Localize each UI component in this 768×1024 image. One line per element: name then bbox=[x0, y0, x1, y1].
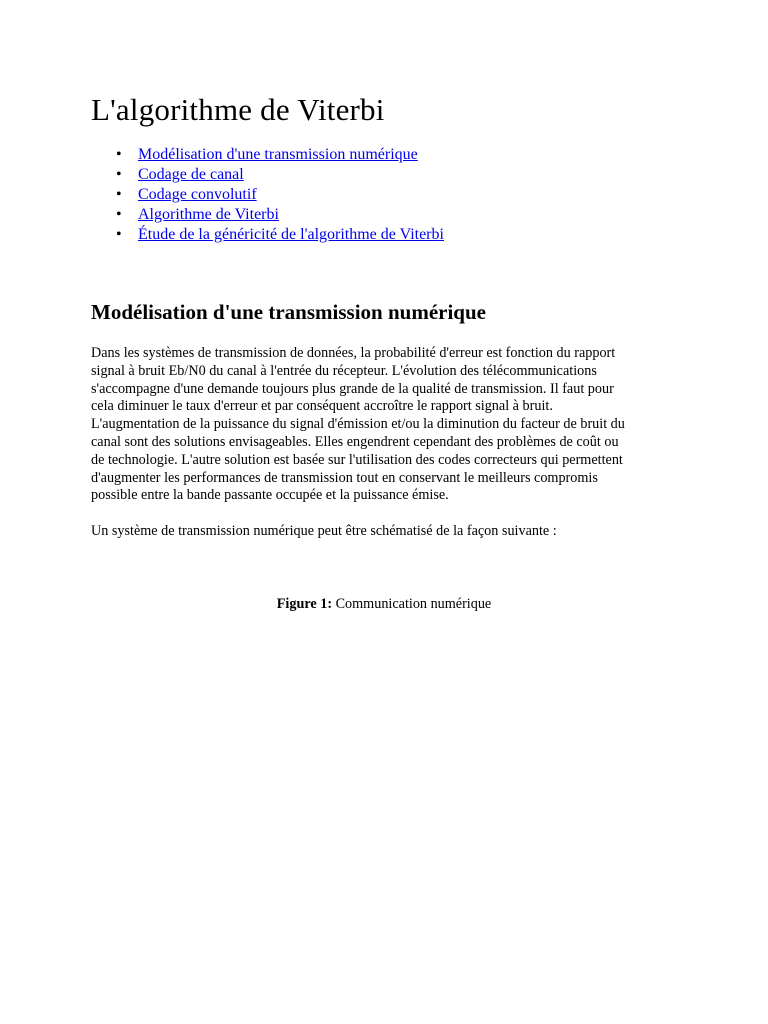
paragraph-line: signal à bruit Eb/N0 du canal à l'entrée du récepteur. L'évolution des télécommunications bbox=[91, 362, 597, 379]
toc-link-modelisation[interactable]: Modélisation d'une transmission numérique bbox=[138, 146, 418, 163]
toc-item bbox=[91, 225, 444, 245]
paragraph-line: de technologie. L'autre solution est basée sur l'utilisation des codes correcteurs qui permettent bbox=[91, 451, 623, 468]
paragraph-line: s'accompagne d'une demande toujours plus grande de la qualité de transmission. Il faut pour bbox=[91, 380, 614, 397]
bullet-icon: • bbox=[116, 226, 122, 243]
figure-caption bbox=[0, 595, 768, 613]
paragraph-line: possible entre la bande passante occupée et la puissance émise. bbox=[91, 487, 449, 504]
toc-item bbox=[91, 145, 444, 165]
paragraph-line: Dans les systèmes de transmission de données, la probabilité d'erreur est fonction du rapport bbox=[91, 345, 616, 361]
body-paragraph-intro-figure: Un système de transmission numérique peut être schématisé de la façon suivante : bbox=[91, 523, 557, 539]
toc-link-etude-genericite[interactable]: Étude de la généricité de l'algorithme de Viterbi bbox=[138, 226, 444, 243]
bullet-icon: • bbox=[116, 146, 122, 163]
page-title: L'algorithme de Viterbi bbox=[91, 92, 385, 127]
toc-item bbox=[91, 185, 444, 205]
paragraph-line: canal sont des solutions envisageables. Elles engendrent cependant des problèmes de coût ou bbox=[91, 433, 619, 450]
figure-label: Figure 1: bbox=[276, 596, 333, 612]
paragraph-line: d'augmenter les performances de transmission tout en conservant le meilleurs compromis bbox=[91, 469, 598, 486]
toc-item bbox=[91, 165, 444, 185]
bullet-icon: • bbox=[116, 166, 122, 183]
section-heading: Modélisation d'une transmission numérique bbox=[91, 300, 486, 324]
paragraph-line: cela diminuer le taux d'erreur et par conséquent accroître le rapport signal à bruit. bbox=[91, 398, 553, 415]
figure-caption-text: Communication numérique bbox=[332, 596, 492, 612]
body-paragraph bbox=[91, 345, 691, 505]
toc-link-algorithme-viterbi[interactable]: Algorithme de Viterbi bbox=[138, 206, 279, 223]
bullet-icon: • bbox=[116, 206, 122, 223]
toc-link-codage-canal[interactable]: Codage de canal bbox=[138, 166, 244, 183]
toc-link-codage-convolutif[interactable]: Codage convolutif bbox=[138, 186, 257, 203]
toc-item bbox=[91, 205, 444, 225]
table-of-contents bbox=[91, 145, 444, 245]
paragraph-line: L'augmentation de la puissance du signal d'émission et/ou la diminution du facteur de bruit du bbox=[91, 416, 625, 433]
bullet-icon: • bbox=[116, 186, 122, 203]
